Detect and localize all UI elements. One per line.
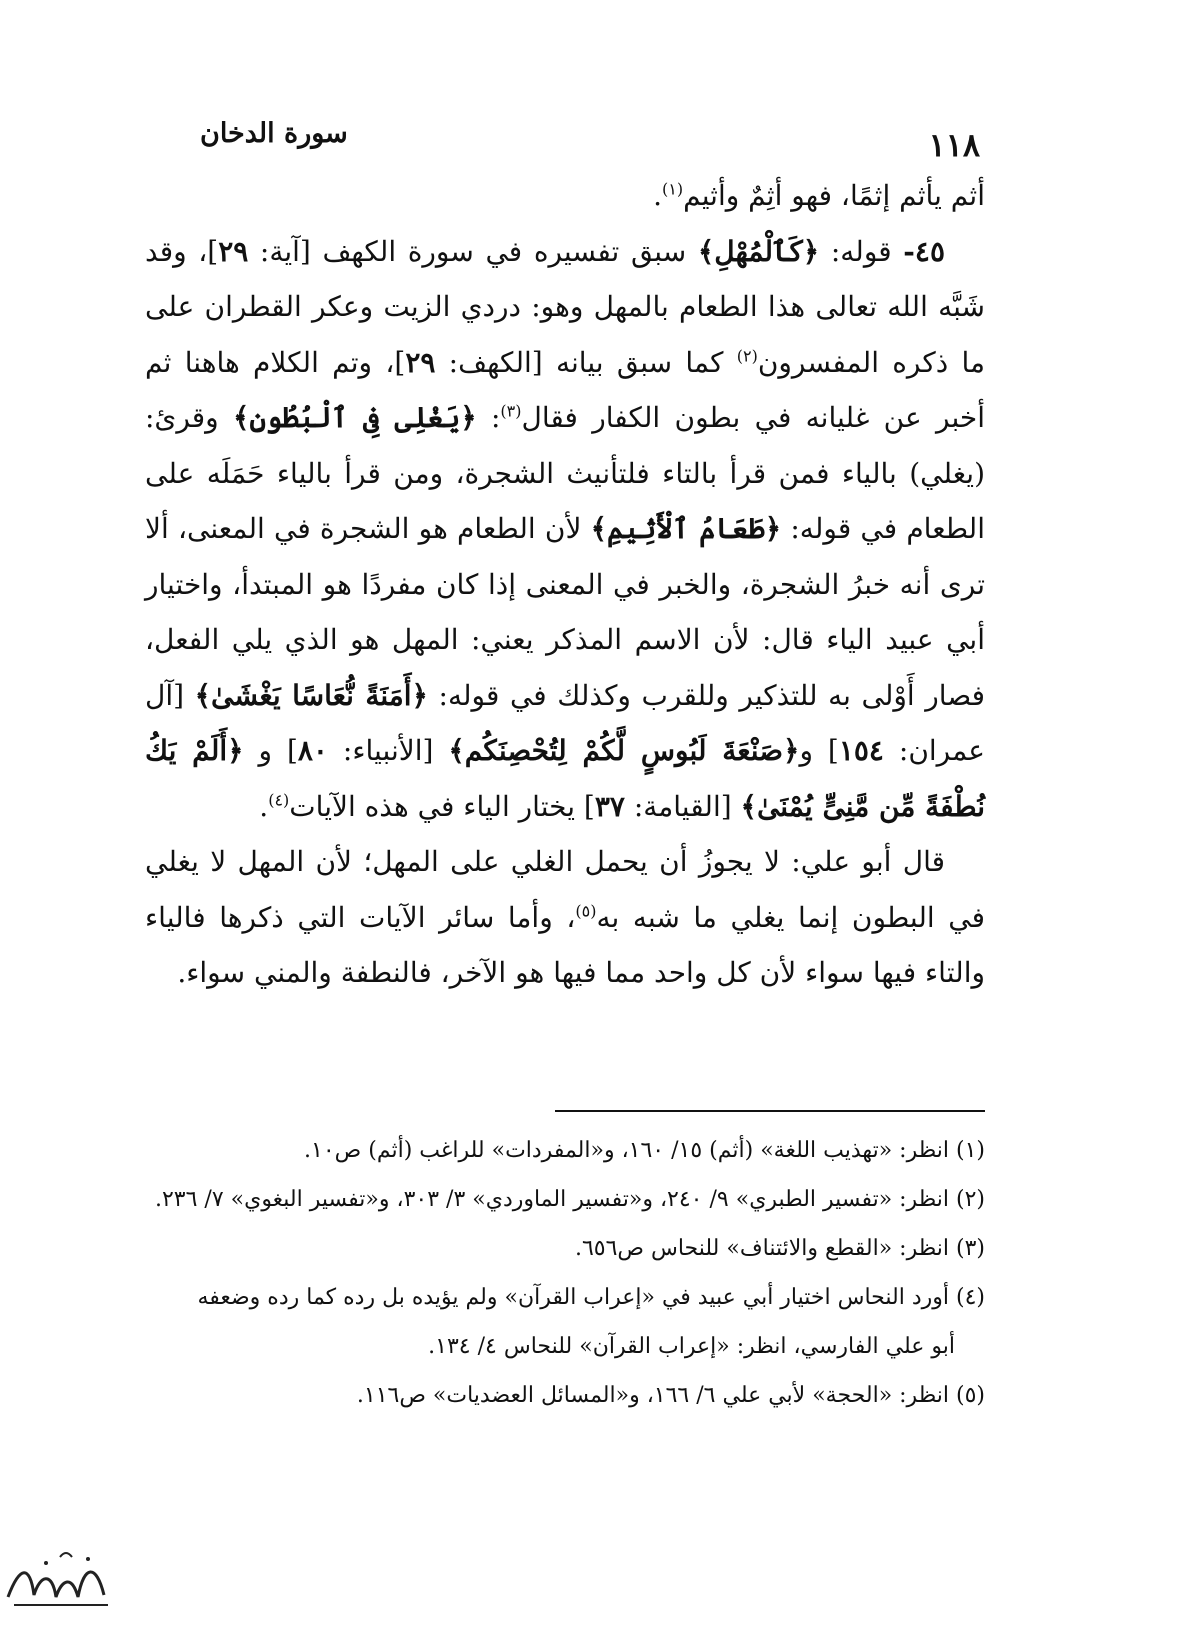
text-segment: ] و xyxy=(243,734,298,767)
footnote-separator xyxy=(555,1110,985,1112)
paragraph-1 xyxy=(145,168,985,224)
text-segment: سبق تفسيره في سورة الكهف [آية: xyxy=(248,234,698,268)
verse-number: ٢٩ xyxy=(405,345,436,379)
text-segment: ] و xyxy=(799,734,839,767)
text-segment: [الأنبياء: xyxy=(327,734,449,767)
footnote-ref: (٥) xyxy=(575,901,597,921)
footnote-ref: (٣) xyxy=(500,401,522,421)
quran-quote: ﴿كَٱلْمُهْلِ﴾ xyxy=(697,234,820,268)
text-segment: . xyxy=(259,789,269,823)
text-segment: [القيامة: xyxy=(624,789,741,823)
text-segment: ] يختار الياء في هذه الآيات xyxy=(289,789,595,823)
quran-quote: ﴿أَمَنَةً نُّعَاسًا يَغْشَىٰ﴾ xyxy=(194,678,428,712)
publisher-logo-icon xyxy=(0,1535,120,1635)
paragraph-3 xyxy=(145,834,985,1001)
footnote-text: انظر: «تفسير الطبري» ٩/ ٢٤٠، و«تفسير الماوردي» ٣/ ٣٠٣، و«تفسير البغوي» ٧/ ٢٣٦. xyxy=(154,1187,956,1212)
text-segment: وقرئ: (يغلي) بالياء فمن قرأ بالتاء فلتأنيث الشجرة، ومن قرأ بالياء حَمَلَه على الطعام في قوله: xyxy=(145,401,985,545)
footnote-ref: (١) xyxy=(661,179,684,199)
main-text xyxy=(145,168,985,1001)
footnote-ref: (٤) xyxy=(268,790,290,810)
text-segment: ، وأما سائر الآيات التي ذكرها فالياء والتاء فيها سواء لأن كل واحد مما فيها هو الآخر، فالنطفة والمني سواء. xyxy=(145,900,985,989)
quran-quote: ﴿صَنْعَةَ لَبُوسٍ لَّكُمْ لِتُحْصِنَكُم﴾ xyxy=(448,734,800,767)
text-segment: قوله: xyxy=(819,234,904,268)
verse-number: ٣٧ xyxy=(594,789,625,823)
footnote-number: (٣) xyxy=(955,1236,985,1261)
footnote-number: (١) xyxy=(955,1138,985,1163)
verse-number: ٨٠ xyxy=(297,734,328,767)
footnote-1 xyxy=(135,1128,985,1173)
footnotes xyxy=(135,1128,985,1422)
footnote-number: (٤) xyxy=(955,1285,985,1310)
text-segment: كما سبق بيانه [الكهف: xyxy=(435,345,737,379)
footnote-3 xyxy=(135,1226,985,1271)
item-number: ٤٥- xyxy=(903,234,945,268)
text-segment: لأن الطعام هو الشجرة في المعنى، ألا ترى أنه خبرُ الشجرة، والخبر في المعنى إذا كان مفردًا هو المبتدأ، واختيار أبي عبيد الياء قال: لأن الاسم المذكر يعني: المهل هو الذي يلي الفعل، فصار أَوْلى به للتذكير وللقرب وكذلك في قوله: xyxy=(145,512,985,712)
footnote-ref: (٢) xyxy=(736,346,758,366)
quran-quote: ﴿طَعَامُ ٱلْأَثِيمِ﴾ xyxy=(590,512,782,545)
text-segment: : xyxy=(476,401,501,434)
page-number: ١١٨ xyxy=(928,126,980,164)
paragraph-end: . xyxy=(653,179,662,212)
footnote-4 xyxy=(135,1275,985,1320)
footnote-number: (٥) xyxy=(955,1383,985,1408)
footnote-text: انظر: «القطع والائتناف» للنحاس ص٦٥٦. xyxy=(574,1236,956,1261)
footnote-number: (٢) xyxy=(955,1187,985,1212)
footnote-text: انظر: «الحجة» لأبي علي ٦/ ١٦٦، و«المسائل العضديات» ص١١٦. xyxy=(356,1383,956,1408)
verse-number: ٢٩ xyxy=(218,234,249,268)
paragraph-2 xyxy=(145,224,985,835)
verse-number: ١٥٤ xyxy=(838,734,884,767)
running-title: سورة الدخان xyxy=(200,118,348,149)
footnote-text: انظر: «تهذيب اللغة» (أثم) ١٥/ ١٦٠، و«المفردات» للراغب (أثم) ص١٠. xyxy=(304,1138,956,1163)
quran-quote: ﴿أَلَمْ يَكُ نُطْفَةً مِّن مَّنِىٍّ يُمْنَىٰ﴾ xyxy=(145,734,985,823)
text-segment: ]، وقد شَبَّه الله تعالى هذا الطعام بالمهل وهو: دردي الزيت وعكر القطران على ما ذكره المفسرون xyxy=(145,234,985,379)
paragraph-text: أثم يأثم إثمًا، فهو أثِمٌ وأثيم xyxy=(683,179,985,212)
footnote-4-continuation: أبو علي الفارسي، انظر: «إعراب القرآن» للنحاس ٤/ ١٣٤. xyxy=(428,1334,955,1359)
footnote-2 xyxy=(135,1177,985,1222)
quran-quote: ﴿يَغْلِى فِى ٱلْبُطُونِ﴾ xyxy=(233,401,477,434)
text-segment: ]، وتم الكلام هاهنا ثم أخبر عن غليانه في بطون الكفار فقال xyxy=(145,345,985,434)
text-segment: [آل عمران: xyxy=(145,678,986,767)
footnote-text: أورد النحاس اختيار أبي عبيد في «إعراب القرآن» ولم يؤيده بل رده كما رده وضعفه xyxy=(197,1285,956,1310)
footnote-5 xyxy=(135,1373,985,1418)
text-segment: قال أبو علي: لا يجوزُ أن يحمل الغلي على المهل؛ لأن المهل لا يغلي في البطون إنما يغلي ما شبه به xyxy=(145,845,985,934)
